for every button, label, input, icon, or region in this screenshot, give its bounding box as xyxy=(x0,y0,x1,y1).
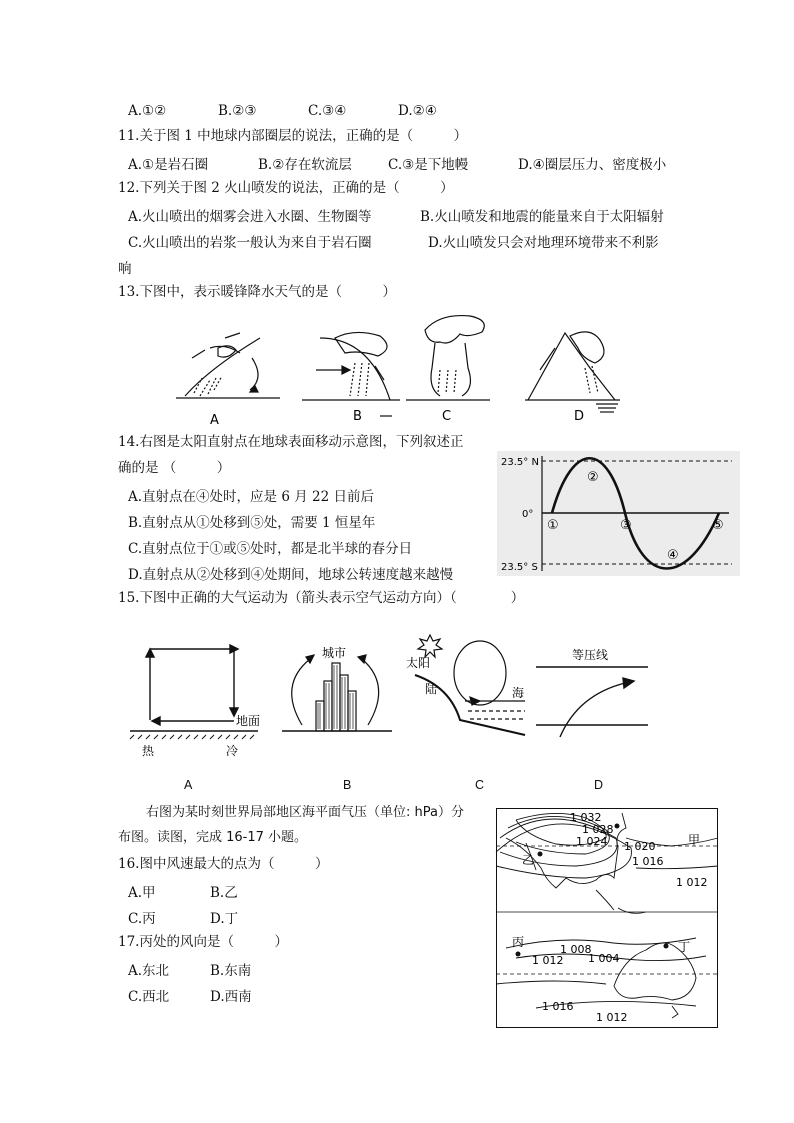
q13-label-b: B xyxy=(353,409,362,424)
isobar-1032: 1 032 xyxy=(570,811,602,824)
q13-stem: 13.下图中，表示暖锋降水天气的是（ ） xyxy=(118,284,396,300)
isobar-1024: 1 024 xyxy=(576,835,608,848)
q13-figure-d xyxy=(525,332,620,412)
map-point-bing: 丙 xyxy=(512,935,525,949)
q17-option-d: D.西南 xyxy=(210,989,252,1005)
q17-option-c: C.西北 xyxy=(128,989,170,1005)
q15-label-c: C xyxy=(475,778,485,792)
q15-c-sea: 海 xyxy=(512,686,525,700)
q15-b-city: 城市 xyxy=(322,646,347,660)
q14-label-south: 23.5° S xyxy=(501,562,538,573)
q15-label-a: A xyxy=(184,778,193,792)
intro-line1: 右图为某时刻世界局部地区海平面气压（单位: hPa）分 xyxy=(146,805,464,820)
q16-option-d: D.丁 xyxy=(210,911,239,927)
map-point-yi-marker xyxy=(538,852,543,857)
q14-stem-line1: 14.右图是太阳直射点在地球表面移动示意图，下列叙述正 xyxy=(118,434,464,450)
q15-a-ground: 地面 xyxy=(236,714,261,728)
map-point-ding: 丁 xyxy=(678,940,691,954)
q11-option-b: B.②存在软流层 xyxy=(258,157,352,173)
q15-figure-b xyxy=(282,655,392,731)
q11-option-a: A.①是岩石圈 xyxy=(128,157,209,173)
q14-option-b: B.直射点从①处移到⑤处，需要 1 恒星年 xyxy=(128,515,376,531)
q15-figures xyxy=(130,625,609,765)
q13-figure-c xyxy=(406,316,490,400)
isobar-1012-north: 1 012 xyxy=(676,876,708,889)
q13-figure-b xyxy=(302,332,400,416)
q14-point-2: ② xyxy=(587,470,599,485)
intro-line2: 布图。读图，完成 16-17 小题。 xyxy=(118,830,308,845)
q13-label-a: A xyxy=(210,413,219,428)
q13-label-c: C xyxy=(442,409,452,424)
q15-a-hot: 热 xyxy=(142,744,155,758)
q12-option-b: B.火山喷发和地震的能量来自于太阳辐射 xyxy=(420,209,664,225)
q16-option-c: C.丙 xyxy=(128,911,156,927)
pressure-map xyxy=(496,808,718,1028)
q14-option-a: A.直射点在④处时，应是 6 月 22 日前后 xyxy=(128,489,374,505)
q14-point-1: ① xyxy=(547,518,559,533)
q15-a-cold: 冷 xyxy=(226,744,239,758)
q14-subsolar-chart xyxy=(497,451,740,576)
q15-figure-d xyxy=(536,667,648,737)
q14-stem-line2: 确的是 （ ） xyxy=(118,460,231,476)
q12-option-d-wrap: 响 xyxy=(118,261,132,277)
map-point-ding-marker xyxy=(664,944,669,949)
q16-option-b: B.乙 xyxy=(210,885,238,901)
q14-label-zero: 0° xyxy=(522,509,534,520)
q15-label-b: B xyxy=(343,778,352,792)
isobar-1012-west: 1 012 xyxy=(532,954,564,967)
q13-figure-a xyxy=(176,333,280,398)
q15-c-land: 陆 xyxy=(425,682,438,696)
q14-option-c: C.直射点位于①或⑤处时，都是北半球的春分日 xyxy=(128,541,413,557)
q11-option-d: D.④圈层压力、密度极小 xyxy=(518,157,667,173)
q10-option-c: C.③④ xyxy=(308,103,347,119)
q15-d-isobar: 等压线 xyxy=(572,648,609,662)
q14-label-north: 23.5° N xyxy=(501,457,539,468)
q12-option-a: A.火山喷出的烟雾会进入水圈、生物圈等 xyxy=(128,209,372,225)
q14-option-d: D.直射点从②处移到④处期间，地球公转速度越来越慢 xyxy=(128,567,454,583)
q17-option-b: B.东南 xyxy=(210,963,252,979)
q17-stem: 17.丙处的风向是（ ） xyxy=(118,934,288,950)
q10-option-a: A.①② xyxy=(128,103,167,119)
q14-point-5: ⑤ xyxy=(712,518,724,533)
q15-c-sun: 太阳 xyxy=(406,656,431,670)
q17-option-a: A.东北 xyxy=(128,963,170,979)
q12-option-c: C.火山喷出的岩浆一般认为来自于岩石圈 xyxy=(128,235,372,251)
q11-stem: 11.关于图 1 中地球内部圈层的说法，正确的是（ ） xyxy=(118,128,468,144)
isobar-1008: 1 008 xyxy=(560,943,592,956)
q11-option-c: C.③是下地幔 xyxy=(388,157,469,173)
q10-option-d: D.②④ xyxy=(398,103,437,119)
q15-stem: 15.下图中正确的大气运动为（箭头表示空气运动方向）（ ） xyxy=(118,590,525,606)
map-point-yi: 乙 xyxy=(522,853,535,867)
isobar-1028: 1 028 xyxy=(582,823,614,836)
q14-point-4: ④ xyxy=(667,548,679,563)
q15-label-d: D xyxy=(594,778,604,792)
map-point-bing-marker xyxy=(516,952,521,957)
q12-option-d: D.火山喷发只会对地理环境带来不利影 xyxy=(428,235,659,251)
q10-option-b: B.②③ xyxy=(218,103,257,119)
map-point-jia: 甲 xyxy=(688,833,701,847)
q16-stem: 16.图中风速最大的点为（ ） xyxy=(118,856,329,872)
q13-label-d: D xyxy=(574,409,585,424)
isobar-1016-south: 1 016 xyxy=(542,1000,574,1013)
isobar-1016-north: 1 016 xyxy=(632,855,664,868)
q14-point-3: ③ xyxy=(620,518,632,533)
q13-front-figures xyxy=(170,308,630,428)
isobar-1004: 1 004 xyxy=(588,952,620,965)
q12-stem: 12.下列关于图 2 火山喷发的说法，正确的是（ ） xyxy=(118,180,454,196)
isobar-1020: 1 020 xyxy=(624,840,656,853)
map-point-jia-marker xyxy=(615,824,620,829)
q16-option-a: A.甲 xyxy=(128,885,156,901)
isobar-1012-south: 1 012 xyxy=(596,1011,628,1024)
